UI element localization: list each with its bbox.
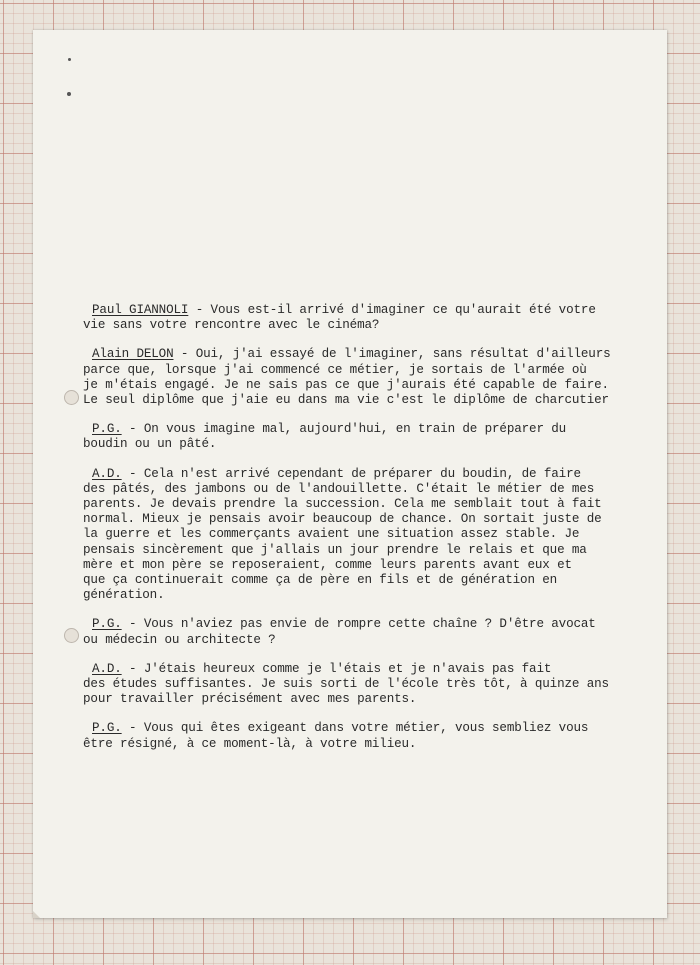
paragraph [83,347,663,408]
text-line: parents. Je devais prendre la succession. Cela me semblait tout à fait [83,497,602,512]
text-line: parce que, lorsque j'ai commencé ce métier, je sortais de l'armée où [83,362,587,377]
first-line [83,303,663,318]
text-line: des pâtés, des jambons ou de l'andouillette. C'était le métier de mes [83,481,595,496]
text-line: - Vous est-il arrivé d'imaginer ce qu'aurait été votre [188,303,596,317]
text-line: que ça continuerait comme ça de père en fils et de génération en [83,573,558,588]
typewritten-text [83,303,663,766]
first-line [83,617,663,632]
text-line: mère et mon père se reposeraient, comme leurs parents avant eux et [83,557,572,572]
text-line: la guerre et les commerçants avaient une situation assez stable. Je [83,527,580,542]
text-line: pensais sincèrement que j'allais un jour prendre le relais et que ma [83,542,587,557]
ink-speck [67,92,71,96]
text-line: - J'étais heureux comme je l'étais et je n'avais pas fait [121,661,552,676]
speaker-name: A.D. [92,661,122,676]
text-line: des études suffisantes. Je suis sorti de l'école très tôt, à quinze ans [83,677,609,692]
text-line: - Cela n'est arrivé cependant de préparer du boudin, de faire [121,466,581,481]
punch-hole-bottom [64,628,79,643]
first-line [83,721,663,736]
text-line: pour travailler précisément avec mes parents. [83,692,417,707]
ink-speck [68,58,71,61]
text-line: génération. [83,588,165,603]
paragraph [83,662,663,708]
first-line [83,467,663,482]
text-line: - On vous imagine mal, aujourd'hui, en train de préparer du [121,422,567,437]
text-line: être résigné, à ce moment-là, à votre milieu. [83,736,417,751]
first-line [83,347,663,362]
first-line [83,422,663,437]
text-line: normal. Mieux je pensais avoir beaucoup de chance. On sortait juste de [83,512,602,527]
speaker-name: Paul GIANNOLI [92,303,189,317]
text-line: - Oui, j'ai essayé de l'imaginer, sans résultat d'ailleurs [173,347,611,362]
text-line: je m'étais engagé. Je ne sais pas ce que j'aurais été capable de faire. [83,377,609,392]
paragraph [83,721,663,751]
paragraph [83,467,663,604]
text-line: - Vous qui êtes exigeant dans votre métier, vous sembliez vous [121,721,589,736]
text-line: Le seul diplôme que j'aie eu dans ma vie c'est le diplôme de charcutier [83,393,609,408]
punch-hole-top [64,390,79,405]
paragraph [83,303,663,333]
speaker-name: P.G. [92,422,122,437]
speaker-name: P.G. [92,721,122,736]
speaker-name: P.G. [92,617,122,632]
speaker-name: A.D. [92,466,122,481]
paragraph [83,422,663,452]
text-line: ou médecin ou architecte ? [83,632,276,647]
corner-fold [33,911,40,918]
text-line: boudin ou un pâté. [83,437,217,452]
first-line [83,662,663,677]
text-line: - Vous n'aviez pas envie de rompre cette chaîne ? D'être avocat [121,617,596,632]
paragraph [83,617,663,647]
speaker-name: Alain DELON [92,347,174,362]
text-line: vie sans votre rencontre avec le cinéma? [83,318,380,333]
